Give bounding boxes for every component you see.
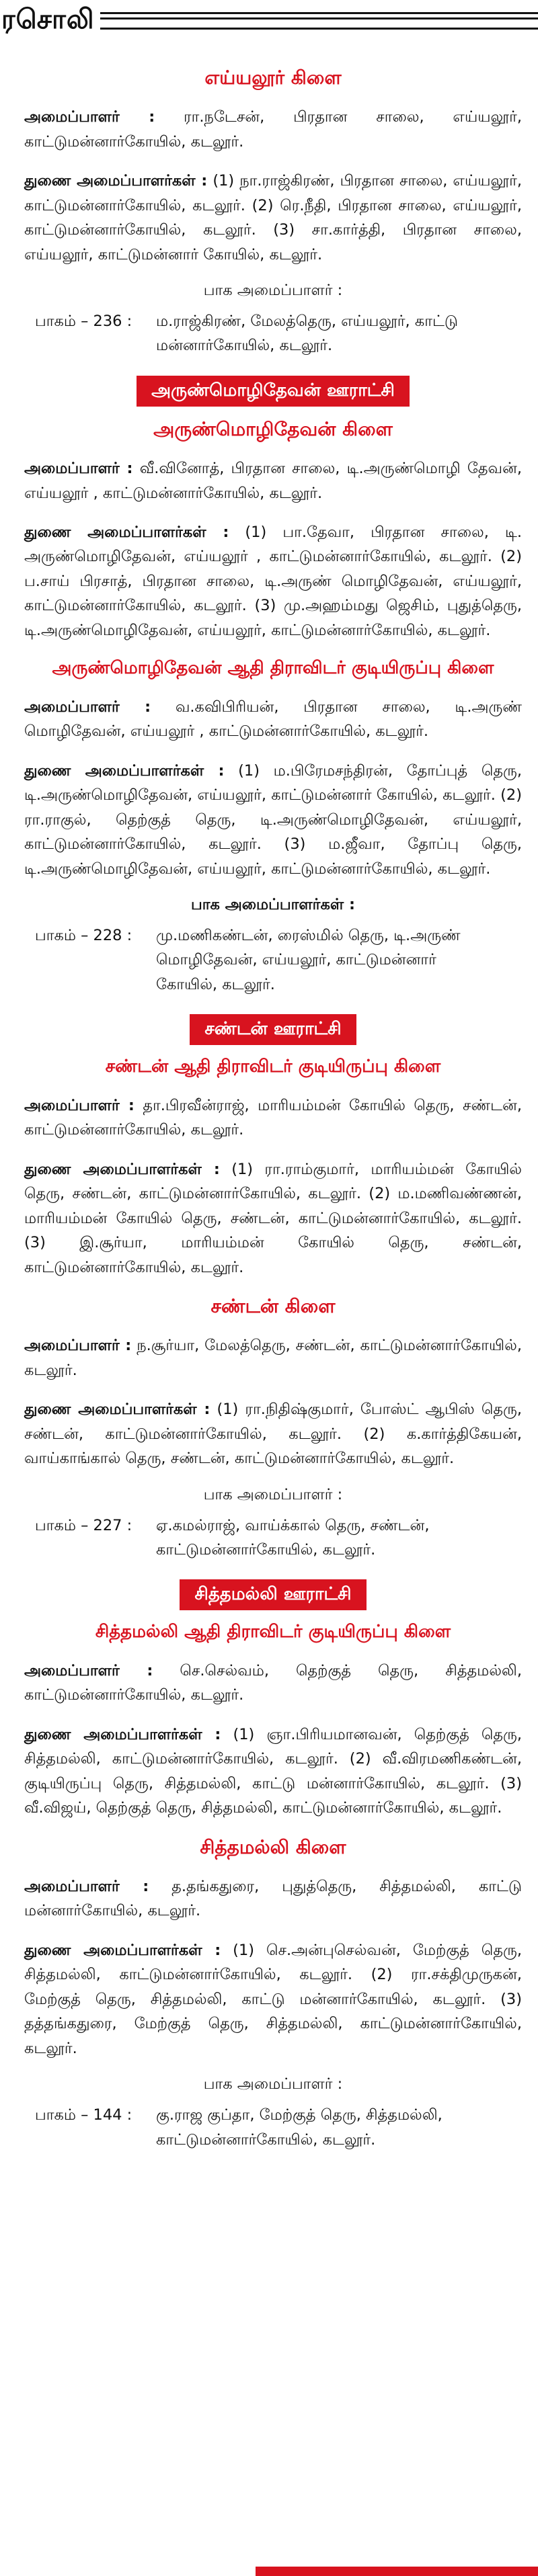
booth-organizer-row (24, 2103, 522, 2152)
organizer-label: அமைப்பாளர் : (24, 1337, 132, 1355)
organizer-text: தா.பிரவீன்ராஜ், மாரியம்மன் கோயில் தெரு, சண்டன், காட்டுமன்னார்கோயில், கடலூர். (24, 1096, 522, 1139)
deputy-text: (1) ரா.நிதிஷ்குமார், போஸ்ட் ஆபிஸ் தெரு, சண்டன், காட்டுமன்னார்கோயில், கடலூர். (2) க.கார்த்திகேயன், வாய்காங்கால் தெரு, சண்டன், காட்டுமன்னார்கோயில், கடலூர். (24, 1401, 522, 1468)
organizer-label: அமைப்பாளர் : (24, 698, 151, 716)
organizer-paragraph (24, 1659, 522, 1708)
booth-organizer-row (24, 923, 522, 997)
branch-heading: அருண்மொழிதேவன் ஆதி திராவிடர் குடியிருப்பு கிளை (52, 658, 494, 679)
booth-organizer-row (24, 1513, 522, 1563)
organizer-label: அமைப்பாளர் : (24, 1096, 134, 1114)
deputy-organizers-paragraph (24, 1157, 522, 1280)
masthead-name: ரசொலி (1, 3, 95, 35)
booth-organizer-title: பாக அமைப்பாளர் : (203, 2075, 343, 2093)
deputy-label: துணை அமைப்பாளர்கள் : (24, 761, 225, 780)
deputy-organizers-paragraph (24, 520, 522, 642)
booth-organizer-title: பாக அமைப்பாளர் : (203, 282, 343, 300)
masthead-rules (100, 12, 538, 30)
deputy-text: (1) பா.தேவா, பிரதான சாலை, டி. அருண்மொழிதேவன், எய்யலூர் , காட்டுமன்னார்கோயில், கடலூர். (2) ப.சாய் பிரசாத், பிரதான சாலை, டி.அருண் மொழிதேவன், எய்யலூர், காட்டுமன்னார்கோயில், கடலூர். (3) மு.அஹம்மது ஜெசிம், புதுத்தெரு, டி.அருண்மொழிதேவன், எய்யலூர், காட்டுமன்னார்கோயில், கடலூர். (24, 523, 523, 639)
deputy-text: (1) நா.ராஜ்கிரண், பிரதான சாலை, எய்யலூர், காட்டுமன்னார்கோயில், கடலூர். (2) ரெ.நீதி, பிரதான சாலை, எய்யலூர், காட்டுமன்னார்கோயில், கடலூர். (3) சா.கார்த்தி, பிரதான சாலை, எய்யலூர், காட்டுமன்னார் கோயில், கடலூர். (24, 172, 522, 263)
organizer-label: அமைப்பாளர் : (24, 1662, 153, 1680)
organizer-text: த.தங்கதுரை, புதுத்தெரு, சித்தமல்லி, காட்டு மன்னார்கோயில், கடலூர். (24, 1878, 522, 1920)
deputy-organizers-paragraph (24, 1397, 522, 1470)
booth-organizer-text: கு.ராஜ குப்தா, மேற்குத் தெரு, சித்தமல்லி, காட்டுமன்னார்கோயில், கடலூர். (156, 2106, 443, 2149)
branch-heading: சண்டன் கிளை (210, 1294, 336, 1317)
deputy-organizers-paragraph (24, 1938, 522, 2061)
organizer-text: வீ.வினோத், பிரதான சாலை, டி.அருண்மொழி தேவன், எய்யலூர் , காட்டுமன்னார்கோயில், கடலூர். (24, 460, 522, 502)
deputy-organizers-paragraph (24, 1722, 522, 1821)
branch-heading: சித்தமல்லி ஆதி திராவிடர் குடியிருப்பு கிளை (95, 1622, 451, 1643)
article-body (0, 42, 538, 2152)
organizer-text: ந.சூர்யா, மேலத்தெரு, சண்டன், காட்டுமன்னார்கோயில், கடலூர். (24, 1337, 522, 1379)
booth-organizer-title: பாக அமைப்பாளர்கள் : (191, 896, 355, 913)
organizer-label: அமைப்பாளர் : (24, 108, 155, 126)
deputy-label: துணை அமைப்பாளர்கள் : (24, 1401, 210, 1419)
organizer-text: செ.செல்வம், தெற்குத் தெரு, சித்தமல்லி, காட்டுமன்னார்கோயில், கடலூர். (24, 1662, 522, 1704)
organizer-text: வ.கவிபிரியன், பிரதான சாலை, டி.அருண் மொழிதேவன், எய்யலூர் , காட்டுமன்னார்கோயில், கடலூர். (24, 698, 522, 741)
deputy-text: (1) செ.அன்புசெல்வன், மேற்குத் தெரு, சித்தமல்லி, காட்டுமன்னார்கோயில், கடலூர். (2) ரா.சக்திமுருகன், மேற்குத் தெரு, சித்தமல்லி, காட்டு மன்னார்கோயில், கடலூர். (3) தத்தங்கதுரை, மேற்குத் தெரு, சித்தமல்லி, காட்டுமன்னார்கோயில், கடலூர். (24, 1941, 522, 2057)
deputy-label: துணை அமைப்பாளர்கள் : (24, 172, 208, 190)
deputy-label: துணை அமைப்பாளர்கள் : (24, 1941, 221, 1959)
deputy-organizers-paragraph (24, 169, 522, 267)
masthead (0, 0, 538, 42)
deputy-text: (1) ம.பிரேமசந்திரன், தோப்புத் தெரு, டி.அருண்மொழிதேவன், எய்யலூர், காட்டுமன்னார் கோயில், கடலூர். (2) ரா.ராகுல், தெற்குத் தெரு, டி.அருண்மொழிதேவன், எய்யலூர், காட்டுமன்னார்கோயில், கடலூர். (3) ம.ஜீவா, தோப்பு தெரு, டி.அருண்மொழிதேவன், எய்யலூர், காட்டுமன்னார்கோயில், கடலூர். (24, 761, 522, 878)
booth-organizer-text: ம.ராஜ்கிரண், மேலத்தெரு, எய்யலூர், காட்டு மன்னார்கோயில், கடலூர். (156, 313, 459, 355)
branch-heading: அருண்மொழிதேவன் கிளை (153, 417, 393, 440)
organizer-paragraph (24, 1874, 522, 1923)
deputy-label: துணை அமைப்பாளர்கள் : (24, 523, 229, 541)
booth-organizer-title: பாக அமைப்பாளர் : (203, 1485, 343, 1503)
panchayat-banner: சித்தமல்லி ஊராட்சி (180, 1579, 366, 1610)
booth-organizer-text: ஏ.கமல்ராஜ், வாய்க்கால் தெரு, சண்டன், காட்டுமன்னார்கோயில், கடலூர். (156, 1516, 430, 1559)
panchayat-banner: அருண்மொழிதேவன் ஊராட்சி (137, 376, 410, 407)
organizer-paragraph (24, 695, 522, 744)
booth-number: பாகம் – 236 : (35, 313, 132, 331)
deputy-text: (1) ரா.ராம்குமார், மாரியம்மன் கோயில் தெரு, சண்டன், காட்டுமன்னார்கோயில், கடலூர். (2) ம.மணிவண்ணன், மாரியம்மன் கோயில் தெரு, சண்டன், காட்டுமன்னார்கோயில், கடலூர். (3) இ.சூர்யா, மாரியம்மன் கோயில் தெரு, சண்டன், காட்டுமன்னார்கோயில், கடலூர். (24, 1160, 522, 1276)
organizer-label: அமைப்பாளர் : (24, 1878, 149, 1896)
organizer-label: அமைப்பாளர் : (24, 460, 133, 478)
branch-heading: சண்டன் ஆதி திராவிடர் குடியிருப்பு கிளை (105, 1056, 441, 1077)
booth-organizer-row (24, 309, 522, 358)
branch-heading: எய்யலூர் கிளை (204, 67, 342, 89)
booth-number: பாகம் – 228 : (35, 927, 132, 944)
booth-number: பாகம் – 144 : (35, 2106, 132, 2124)
organizer-paragraph (24, 1093, 522, 1142)
deputy-label: துணை அமைப்பாளர்கள் : (24, 1160, 220, 1178)
panchayat-banner: சண்டன் ஊராட்சி (190, 1014, 356, 1045)
organizer-paragraph (24, 1333, 522, 1382)
deputy-label: துணை அமைப்பாளர்கள் : (24, 1725, 221, 1743)
organizer-paragraph (24, 105, 522, 154)
branch-heading: சித்தமல்லி கிளை (200, 1835, 346, 1858)
organizer-paragraph (24, 456, 522, 505)
deputy-organizers-paragraph (24, 759, 522, 881)
organizer-text: ரா.நடேசன், பிரதான சாலை, எய்யலூர், காட்டுமன்னார்கோயில், கடலூர். (24, 108, 522, 151)
deputy-text: (1) ஞா.பிரியமானவன், தெற்குத் தெரு, சித்தமல்லி, காட்டுமன்னார்கோயில், கடலூர். (2) வீ.விரமணிகண்டன், குடியிருப்பு தெரு, சித்தமல்லி, காட்டு மன்னார்கோயில், கடலூர். (3) வீ.விஜய், தெற்குத் தெரு, சித்தமல்லி, காட்டுமன்னார்கோயில், கடலூர். (24, 1725, 522, 1817)
bottom-accent-strip (256, 2567, 538, 2576)
booth-number: பாகம் – 227 : (35, 1516, 132, 1534)
booth-organizer-text: மு.மணிகண்டன், ரைஸ்மில் தெரு, டி.அருண் மொழிதேவன், எய்யலூர், காட்டுமன்னார் கோயில், கடலூர். (156, 927, 461, 993)
